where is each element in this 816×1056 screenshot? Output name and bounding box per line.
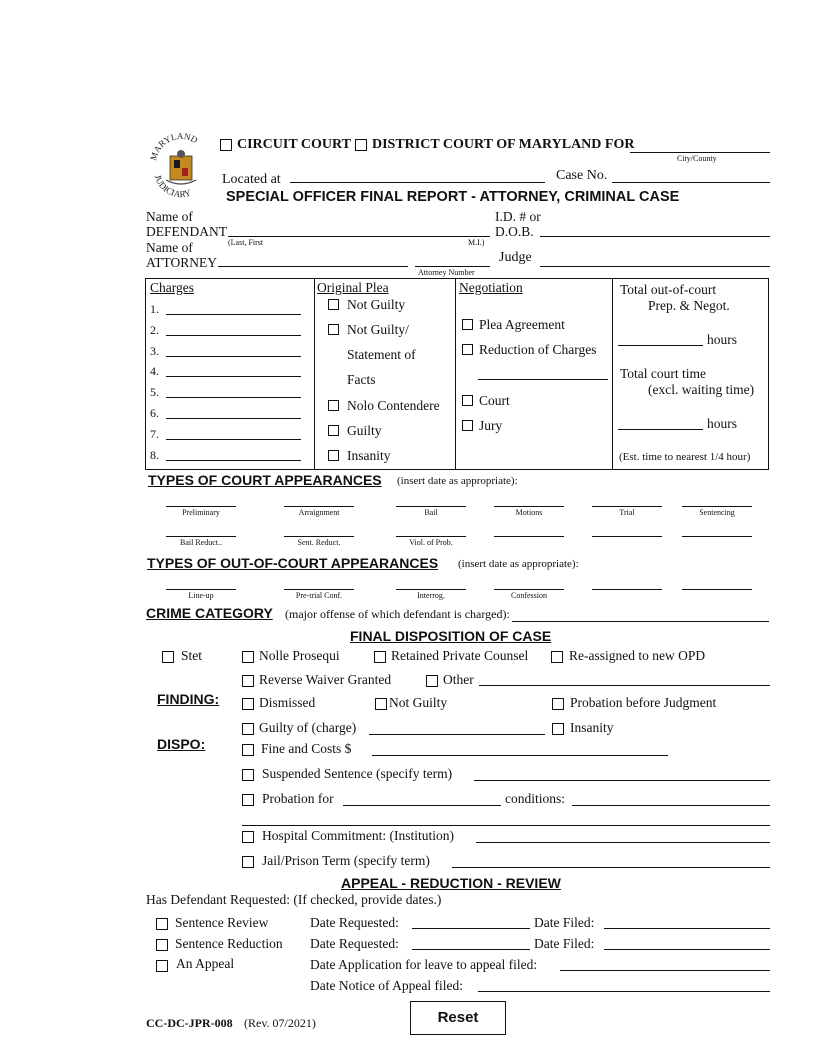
out-of-court-date-caption: Line-up	[188, 591, 214, 600]
not-guilty-statement-label-1: Not Guilty/	[347, 322, 409, 337]
sentence-reduction-label: Sentence Reduction	[175, 936, 283, 951]
hospital-commitment-checkbox[interactable]	[242, 831, 254, 843]
case-no-field[interactable]	[612, 182, 770, 183]
circuit-court-checkbox[interactable]	[220, 139, 232, 151]
charge-field[interactable]	[166, 376, 301, 377]
reduction-of-charges-checkbox[interactable]	[462, 344, 473, 355]
not-guilty-statement-checkbox[interactable]	[328, 324, 339, 335]
reassigned-opd-checkbox[interactable]	[551, 651, 563, 663]
crime-category-note: (major offense of which defendant is charged):	[285, 607, 510, 621]
conditions-field-2[interactable]	[242, 825, 770, 826]
reassigned-opd-label: Re-assigned to new OPD	[569, 648, 706, 663]
sentence-review-checkbox[interactable]	[156, 918, 168, 930]
svg-text:JUDICIARY: JUDICIARY	[152, 173, 193, 200]
reduction-of-charges-label: Reduction of Charges	[479, 342, 597, 357]
suspended-sentence-checkbox[interactable]	[242, 769, 254, 781]
court-appearance-date-caption: Trial	[619, 508, 635, 517]
circuit-court-label: CIRCUIT COURT	[237, 137, 351, 152]
court-appearance-2-date-caption: Sent. Reduct.	[297, 538, 341, 547]
charge-number: 8.	[150, 447, 159, 462]
sentence-reduction-checkbox[interactable]	[156, 939, 168, 951]
finding-not-guilty-label: Not Guilty	[389, 695, 448, 710]
finding-not-guilty-checkbox[interactable]	[375, 698, 387, 710]
charges-header: Charges	[150, 280, 194, 295]
out-of-court-note: (insert date as appropriate):	[458, 558, 579, 570]
guilty-plea-label: Guilty	[347, 423, 382, 438]
court-appearance-date-caption: Arraignment	[298, 508, 340, 517]
court-appearance-date-field[interactable]	[396, 506, 466, 507]
district-court-label: DISTRICT COURT OF MARYLAND FOR	[372, 137, 635, 152]
stet-label: Stet	[181, 648, 203, 663]
mi-caption: M.I.)	[468, 238, 485, 247]
finding-insanity-label: Insanity	[570, 720, 614, 735]
out-of-court-date-field[interactable]	[592, 589, 662, 590]
probation-for-label: Probation for	[262, 791, 334, 806]
maryland-judiciary-seal	[146, 130, 216, 202]
probation-for-checkbox[interactable]	[242, 794, 254, 806]
fine-costs-checkbox[interactable]	[242, 744, 254, 756]
case-no-label: Case No.	[556, 168, 608, 183]
hours-label-1: hours	[707, 332, 737, 347]
out-of-court-date-field[interactable]	[682, 589, 752, 590]
hours-label-2: hours	[707, 416, 737, 431]
court-appearance-date-field[interactable]	[166, 506, 236, 507]
probation-before-judgment-checkbox[interactable]	[552, 698, 564, 710]
original-plea-header: Original Plea	[317, 280, 389, 295]
svg-text:MARYLAND: MARYLAND	[148, 130, 200, 162]
reduction-date-filed-field[interactable]	[604, 949, 770, 950]
not-guilty-statement-label-3: Facts	[347, 372, 376, 387]
plea-agreement-label: Plea Agreement	[479, 317, 565, 332]
guilty-of-checkbox[interactable]	[242, 723, 254, 735]
court-appearance-date-field[interactable]	[682, 506, 752, 507]
id-or-label: I.D. # or	[495, 209, 541, 224]
jury-label: Jury	[479, 418, 503, 433]
dismissed-checkbox[interactable]	[242, 698, 254, 710]
stet-checkbox[interactable]	[162, 651, 174, 663]
probation-term-field[interactable]	[343, 805, 501, 806]
nolle-prosequi-label: Nolle Prosequi	[259, 648, 340, 663]
charge-field[interactable]	[166, 314, 301, 315]
other-label: Other	[443, 672, 474, 687]
court-appearance-2-date-caption: Bail Reduct..	[180, 538, 222, 547]
total-out-of-court-label: Total out-of-court	[620, 282, 717, 297]
hospital-commitment-field[interactable]	[476, 842, 770, 843]
review-date-requested-label: Date Requested:	[310, 915, 399, 930]
excl-waiting-label: (excl. waiting time)	[648, 382, 755, 397]
revision-date: (Rev. 07/2021)	[244, 1016, 316, 1030]
charge-number: 6.	[150, 406, 159, 420]
court-appearance-date-field[interactable]	[494, 506, 564, 507]
hospital-commitment-label: Hospital Commitment: (Institution)	[262, 828, 454, 843]
name-of-label: Name of	[146, 209, 193, 224]
form-title: SPECIAL OFFICER FINAL REPORT - ATTORNEY, CRIMINAL CASE	[226, 189, 680, 205]
city-county-field[interactable]	[630, 152, 770, 153]
court-appearance-2-date-field[interactable]	[682, 536, 752, 537]
negotiation-header: Negotiation	[459, 280, 523, 295]
charge-number: 1.	[150, 302, 159, 316]
jury-checkbox[interactable]	[462, 420, 473, 431]
insanity-plea-label: Insanity	[347, 448, 391, 463]
insanity-plea-checkbox[interactable]	[328, 450, 339, 461]
jail-term-label: Jail/Prison Term (specify term)	[262, 853, 430, 868]
an-appeal-checkbox[interactable]	[156, 960, 168, 972]
out-of-court-title: TYPES OF OUT-OF-COURT APPEARANCES	[147, 555, 439, 571]
table-divider-3	[612, 278, 613, 470]
defendant-label: DEFENDANT	[146, 224, 227, 239]
finding-insanity-checkbox[interactable]	[552, 723, 564, 735]
reverse-waiver-checkbox[interactable]	[242, 675, 254, 687]
review-date-filed-label: Date Filed:	[534, 915, 595, 930]
conditions-label: conditions:	[505, 791, 565, 806]
reverse-waiver-label: Reverse Waiver Granted	[259, 672, 392, 687]
charge-number: 4.	[150, 364, 159, 379]
out-of-court-date-caption: Interrog.	[417, 591, 445, 600]
not-guilty-label: Not Guilty	[347, 297, 406, 312]
district-court-checkbox[interactable]	[355, 139, 367, 151]
dismissed-label: Dismissed	[259, 695, 316, 710]
court-appearance-date-caption: Motions	[515, 508, 543, 517]
other-field[interactable]	[479, 685, 770, 686]
attorney-number-caption: Attorney Number	[418, 268, 475, 277]
court-appearance-2-date-field[interactable]	[166, 536, 236, 537]
court-appearance-2-date-caption: Viol. of Prob.	[409, 538, 453, 547]
finding-label: FINDING:	[157, 691, 220, 707]
charge-field[interactable]	[166, 397, 301, 398]
court-label: Court	[479, 393, 510, 408]
reduction-date-requested-label: Date Requested:	[310, 936, 399, 951]
out-of-court-date-field[interactable]	[166, 589, 236, 590]
out-of-court-date-caption: Pre-trial Conf.	[295, 591, 343, 600]
charge-field[interactable]	[166, 418, 301, 419]
attorney-name-field[interactable]	[218, 266, 408, 267]
guilty-plea-checkbox[interactable]	[328, 425, 339, 436]
jail-term-checkbox[interactable]	[242, 856, 254, 868]
prep-negot-label: Prep. & Negot.	[648, 298, 730, 313]
not-guilty-statement-label-2: Statement of	[347, 347, 416, 362]
plea-agreement-checkbox[interactable]	[462, 319, 473, 330]
nolle-prosequi-checkbox[interactable]	[242, 651, 254, 663]
out-of-court-date-caption: Confession	[511, 591, 547, 600]
city-county-caption: City/County	[677, 154, 717, 163]
total-court-time-label: Total court time	[620, 366, 707, 381]
charge-number: 7.	[150, 426, 159, 441]
other-checkbox[interactable]	[426, 675, 438, 687]
nolo-contendere-label: Nolo Contendere	[347, 398, 440, 413]
retained-counsel-checkbox[interactable]	[374, 651, 386, 663]
charge-field[interactable]	[166, 356, 301, 357]
review-date-requested-field[interactable]	[412, 928, 530, 929]
retained-counsel-label: Retained Private Counsel	[391, 648, 529, 663]
court-appearance-date-field[interactable]	[284, 506, 354, 507]
defendant-name-field[interactable]	[228, 236, 490, 237]
last-first-caption: (Last, First	[228, 238, 264, 247]
dob-field[interactable]	[540, 236, 770, 237]
court-checkbox[interactable]	[462, 395, 473, 406]
charge-field[interactable]	[166, 460, 301, 461]
appeal-title: APPEAL - REDUCTION - REVIEW	[341, 875, 561, 891]
suspended-sentence-field[interactable]	[474, 780, 770, 781]
nolo-contendere-checkbox[interactable]	[328, 400, 339, 411]
court-appearance-date-caption: Bail	[424, 508, 438, 517]
charge-field[interactable]	[166, 335, 301, 336]
fine-costs-label: Fine and Costs $	[261, 741, 352, 756]
reduction-date-requested-field[interactable]	[412, 949, 530, 950]
form-code: CC-DC-JPR-008	[146, 1016, 233, 1030]
out-of-court-date-field[interactable]	[396, 589, 466, 590]
out-of-court-date-field[interactable]	[494, 589, 564, 590]
court-appearance-2-date-field[interactable]	[284, 536, 354, 537]
located-at-field[interactable]	[290, 182, 545, 183]
court-appearances-note: (insert date as appropriate):	[397, 475, 518, 487]
probation-before-judgment-label: Probation before Judgment	[570, 695, 717, 710]
guilty-of-label: Guilty of (charge)	[259, 720, 357, 735]
dispo-label: DISPO:	[157, 736, 206, 752]
suspended-sentence-label: Suspended Sentence (specify term)	[262, 766, 453, 781]
attorney-number-field[interactable]	[415, 266, 490, 267]
notice-of-appeal-label: Date Notice of Appeal filed:	[310, 978, 463, 993]
court-appearance-date-caption: Sentencing	[699, 508, 735, 517]
name-of-label-2: Name of	[146, 240, 193, 255]
dob-label: D.O.B.	[495, 224, 534, 239]
charge-number: 5.	[150, 385, 159, 400]
charge-number: 3.	[150, 343, 159, 358]
judge-field[interactable]	[540, 266, 770, 267]
court-appearances-title: TYPES OF COURT APPEARANCES	[148, 472, 382, 488]
table-divider-2	[455, 278, 456, 470]
appeal-intro: Has Defendant Requested: (If checked, provide dates.)	[146, 892, 442, 907]
review-date-filed-field[interactable]	[604, 928, 770, 929]
charge-field[interactable]	[166, 439, 301, 440]
court-time-hours-field[interactable]	[618, 429, 703, 430]
est-time-note: (Est. time to nearest 1/4 hour)	[619, 451, 751, 463]
final-disposition-title: FINAL DISPOSITION OF CASE	[350, 628, 552, 644]
an-appeal-label: An Appeal	[176, 956, 235, 971]
fine-costs-field[interactable]	[372, 755, 668, 756]
court-appearance-2-date-field[interactable]	[396, 536, 466, 537]
not-guilty-checkbox[interactable]	[328, 299, 339, 310]
charge-number: 2.	[150, 322, 159, 337]
leave-to-appeal-field[interactable]	[560, 970, 770, 971]
located-at-label: Located at	[222, 172, 281, 187]
negotiation-other-field[interactable]	[478, 379, 608, 380]
out-of-court-hours-field[interactable]	[618, 345, 703, 346]
table-divider-1	[314, 278, 315, 470]
conditions-field[interactable]	[572, 805, 770, 806]
court-appearance-date-caption: Preliminary	[182, 508, 220, 517]
sentence-review-label: Sentence Review	[175, 915, 269, 930]
judge-label: Judge	[499, 250, 532, 265]
crime-category-title: CRIME CATEGORY	[146, 605, 273, 621]
reset-button[interactable]: Reset	[410, 1001, 506, 1035]
notice-of-appeal-field[interactable]	[478, 991, 770, 992]
court-appearance-2-date-field[interactable]	[494, 536, 564, 537]
guilty-of-charge-field[interactable]	[369, 734, 545, 735]
reduction-date-filed-label: Date Filed:	[534, 936, 595, 951]
jail-term-field[interactable]	[452, 867, 770, 868]
court-appearance-2-date-field[interactable]	[592, 536, 662, 537]
leave-to-appeal-label: Date Application for leave to appeal filed:	[310, 957, 538, 972]
attorney-label: ATTORNEY	[146, 255, 218, 270]
out-of-court-date-field[interactable]	[284, 589, 354, 590]
crime-category-field[interactable]	[512, 621, 769, 622]
court-appearance-date-field[interactable]	[592, 506, 662, 507]
